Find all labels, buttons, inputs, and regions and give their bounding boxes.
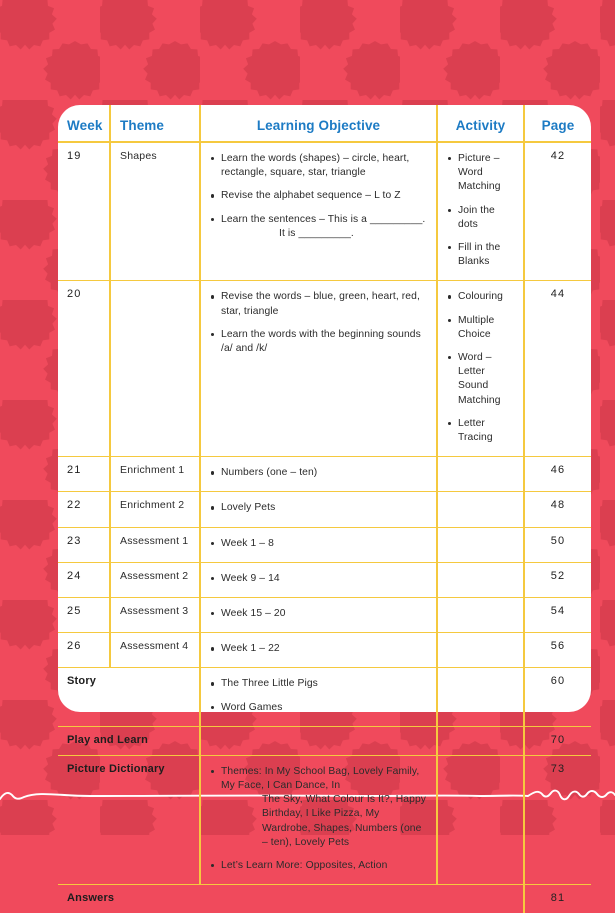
cell-page: 42 (524, 142, 591, 281)
table-row (58, 562, 591, 597)
list-item: Week 15 – 20 (210, 607, 427, 621)
cell-objective (200, 457, 437, 492)
table-row-section (58, 885, 591, 913)
column-header-week: Week (58, 105, 110, 142)
cell-activity (437, 755, 524, 884)
cell-week: 20 (58, 281, 110, 457)
table-row-section (58, 726, 591, 755)
table-of-contents (58, 105, 591, 913)
themes-line-3: Wardrobe, Shapes, Numbers (one – ten), Lovely Pets (262, 822, 422, 848)
list-item: Week 9 – 14 (210, 572, 427, 586)
cell-theme: Assessment 4 (110, 633, 200, 668)
cell-theme: Shapes (110, 142, 200, 281)
cell-page: 81 (524, 885, 591, 913)
list-item: Fill in the Blanks (447, 241, 514, 269)
table-row (58, 633, 591, 668)
cell-week: 24 (58, 562, 110, 597)
list-item: Word Games (210, 701, 427, 715)
cell-theme (110, 281, 200, 457)
cell-page: 54 (524, 598, 591, 633)
list-item: The Three Little Pigs (210, 677, 427, 691)
table-body (58, 142, 591, 913)
list-item: Week 1 – 8 (210, 537, 427, 551)
cell-activity (437, 527, 524, 562)
cell-week: 23 (58, 527, 110, 562)
cell-objective (200, 492, 437, 527)
column-header-theme: Theme (110, 105, 200, 142)
cell-week: 19 (67, 150, 82, 162)
cell-page: 60 (524, 668, 591, 726)
cell-activity (437, 726, 524, 755)
cell-objective (200, 598, 437, 633)
list-item: Colouring (447, 290, 514, 304)
list-item: Lovely Pets (210, 501, 427, 515)
cell-theme: Enrichment 2 (110, 492, 200, 527)
header-row (58, 105, 591, 142)
cell-activity (437, 668, 524, 726)
column-header-page: Page (524, 105, 591, 142)
cell-activity (437, 492, 524, 527)
section-label-play-and-learn: Play and Learn (58, 726, 200, 755)
cell-theme: Enrichment 1 (110, 457, 200, 492)
cell-week: 26 (58, 633, 110, 668)
list-item: Learn the words with the beginning sounds /a/ and /k/ (210, 328, 427, 356)
table-row (58, 142, 591, 281)
column-header-activity: Activity (437, 105, 524, 142)
cell-week: 22 (58, 492, 110, 527)
cell-page: 46 (524, 457, 591, 492)
list-item: Numbers (one – ten) (210, 466, 427, 480)
table-row-section (58, 668, 591, 726)
column-header-objective: Learning Objective (200, 105, 437, 142)
cell-page: 48 (524, 492, 591, 527)
list-item: Revise the alphabet sequence – L to Z (210, 189, 427, 203)
cell-objective (200, 755, 437, 884)
cell-objective (200, 726, 437, 755)
cell-objective (200, 527, 437, 562)
table-row (58, 598, 591, 633)
cell-activity (437, 281, 524, 457)
list-item: Join the dots (447, 204, 514, 232)
cell-week: 21 (58, 457, 110, 492)
objective-text-cont: It is _________. (279, 227, 354, 239)
table-header (58, 105, 591, 142)
cell-page: 70 (524, 726, 591, 755)
cell-activity (437, 142, 524, 281)
cell-theme: Assessment 2 (110, 562, 200, 597)
cell-page: 52 (524, 562, 591, 597)
list-item (210, 213, 427, 241)
list-item: Learn the words (shapes) – circle, heart, rectangle, square, star, triangle (210, 152, 427, 180)
table-row (58, 492, 591, 527)
list-item: Week 1 – 22 (210, 642, 427, 656)
cell-objective (200, 633, 437, 668)
cell-activity (437, 633, 524, 668)
section-label-story: Story (58, 668, 200, 726)
cell-page: 56 (524, 633, 591, 668)
cell-activity (437, 457, 524, 492)
list-item (210, 765, 427, 850)
cell-activity (437, 562, 524, 597)
list-item: Multiple Choice (447, 314, 514, 342)
cell-objective (200, 562, 437, 597)
themes-line-1: Themes: In My School Bag, Lovely Family, My Face, I Can Dance, In (221, 765, 420, 792)
cell-theme: Assessment 1 (110, 527, 200, 562)
list-item: Letter Tracing (447, 417, 514, 445)
cell-theme: Assessment 3 (110, 598, 200, 633)
themes-line-2: The Sky, What Colour Is It?, Happy Birthday, I Like Pizza, My (262, 794, 427, 820)
table-row-section (58, 755, 591, 884)
cell-objective (200, 281, 437, 457)
objective-text: Learn the sentences – This is a _________. (221, 213, 426, 225)
cell-page: 73 (524, 755, 591, 884)
cell-page: 44 (524, 281, 591, 457)
list-item: Picture – Word Matching (447, 152, 514, 195)
table-row (58, 281, 591, 457)
table-row (58, 527, 591, 562)
cell-activity (437, 598, 524, 633)
section-label-answers: Answers (58, 885, 524, 913)
cell-objective (200, 142, 437, 281)
cell-objective (200, 668, 437, 726)
list-item: Word – Letter Sound Matching (447, 351, 514, 408)
contents-card (58, 105, 591, 905)
cell-week: 25 (58, 598, 110, 633)
list-item: Revise the words – blue, green, heart, red, star, triangle (210, 290, 427, 318)
table-row (58, 457, 591, 492)
cell-page: 50 (524, 527, 591, 562)
list-item: Let’s Learn More: Opposites, Action (210, 859, 427, 873)
section-label-picture-dictionary: Picture Dictionary (58, 755, 200, 884)
